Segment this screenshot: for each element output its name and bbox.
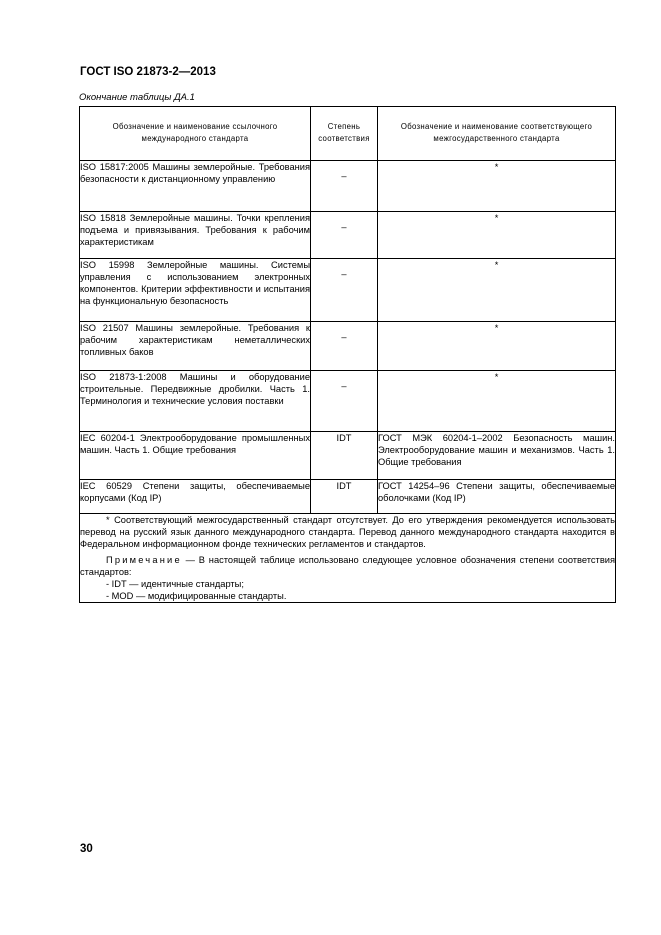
table-row (80, 432, 616, 480)
document-header: ГОСТ ISO 21873-2—2013 (80, 66, 216, 78)
note-paragraph (80, 554, 615, 578)
cell-name: IEC 60204-1 Электрооборудование промышленных машин. Часть 1. Общие требования (80, 432, 311, 480)
cell-name: IEC 60529 Степени защиты, обеспечиваемые корпусами (Код IP) (80, 480, 311, 514)
notes-row (80, 514, 616, 603)
cell-gost: ГОСТ МЭК 60204-1–2002 Безопасность машин. Электрооборудование машин и механизмов. Часть 1. Общие требования (378, 432, 616, 480)
cell-gost: ГОСТ 14254–96 Степени защиты, обеспечиваемые оболочками (Код IP) (378, 480, 616, 514)
cell-gost: * (378, 259, 616, 322)
table-row (80, 480, 616, 514)
cell-degree: IDT (311, 432, 378, 480)
table-row (80, 259, 616, 322)
note-text: — В настоящей таблице использовано следующее условное обозначения степени соответствия стандартов: (80, 555, 615, 577)
note-label: Примечание (106, 555, 182, 565)
page-number: 30 (80, 843, 93, 855)
header-international-standard: Обозначение и наименование ссылочного международного стандарта (80, 107, 311, 161)
cell-name: ISO 21873-1:2008 Машины и оборудование строительные. Передвижные дробилки. Часть 1. Терминология и технические условия поставки (80, 371, 311, 432)
cell-gost: * (378, 161, 616, 212)
note-list-item: - IDT — идентичные стандарты; (106, 579, 244, 589)
cell-degree: – (311, 259, 378, 322)
notes-cell (80, 514, 616, 603)
cell-name: ISO 15817:2005 Машины землеройные. Требования безопасности к дистанционному управлению (80, 161, 311, 212)
cell-name: ISO 15818 Землеройные машины. Точки крепления подъема и привязывания. Требования к рабочим характеристикам (80, 212, 311, 259)
table-header-row (80, 107, 616, 161)
table-row (80, 371, 616, 432)
cell-name: ISO 21507 Машины землеройные. Требования к рабочим характеристикам неметаллических топливных баков (80, 322, 311, 371)
cell-gost: * (378, 212, 616, 259)
cell-gost: * (378, 371, 616, 432)
cell-degree: – (311, 322, 378, 371)
table-row (80, 161, 616, 212)
cell-degree: IDT (311, 480, 378, 514)
cell-degree: – (311, 161, 378, 212)
table-row (80, 322, 616, 371)
footnote-text: * Соответствующий межгосударственный стандарт отсутствует. До его утверждения рекомендуется использовать перевод на русский язык данного международного стандарта. Перевод данного международного стандарта находится в Федеральном информационном фонде технических регламентов и стандартов. (80, 515, 615, 549)
table-row (80, 212, 616, 259)
correspondence-table (79, 106, 616, 603)
table-caption: Окончание таблицы ДА.1 (79, 92, 195, 103)
cell-gost: * (378, 322, 616, 371)
header-degree: Степень соответствия (311, 107, 378, 161)
cell-degree: – (311, 371, 378, 432)
cell-degree: – (311, 212, 378, 259)
header-interstate-standard: Обозначение и наименование соответствующего межгосударственного стандарта (378, 107, 616, 161)
cell-name: ISO 15998 Землеройные машины. Системы управления с использованием электронных компонентов. Критерии эффективности и испытания на функциональную безопасность (80, 259, 311, 322)
note-list-item: - MOD — модифицированные стандарты. (106, 591, 287, 601)
